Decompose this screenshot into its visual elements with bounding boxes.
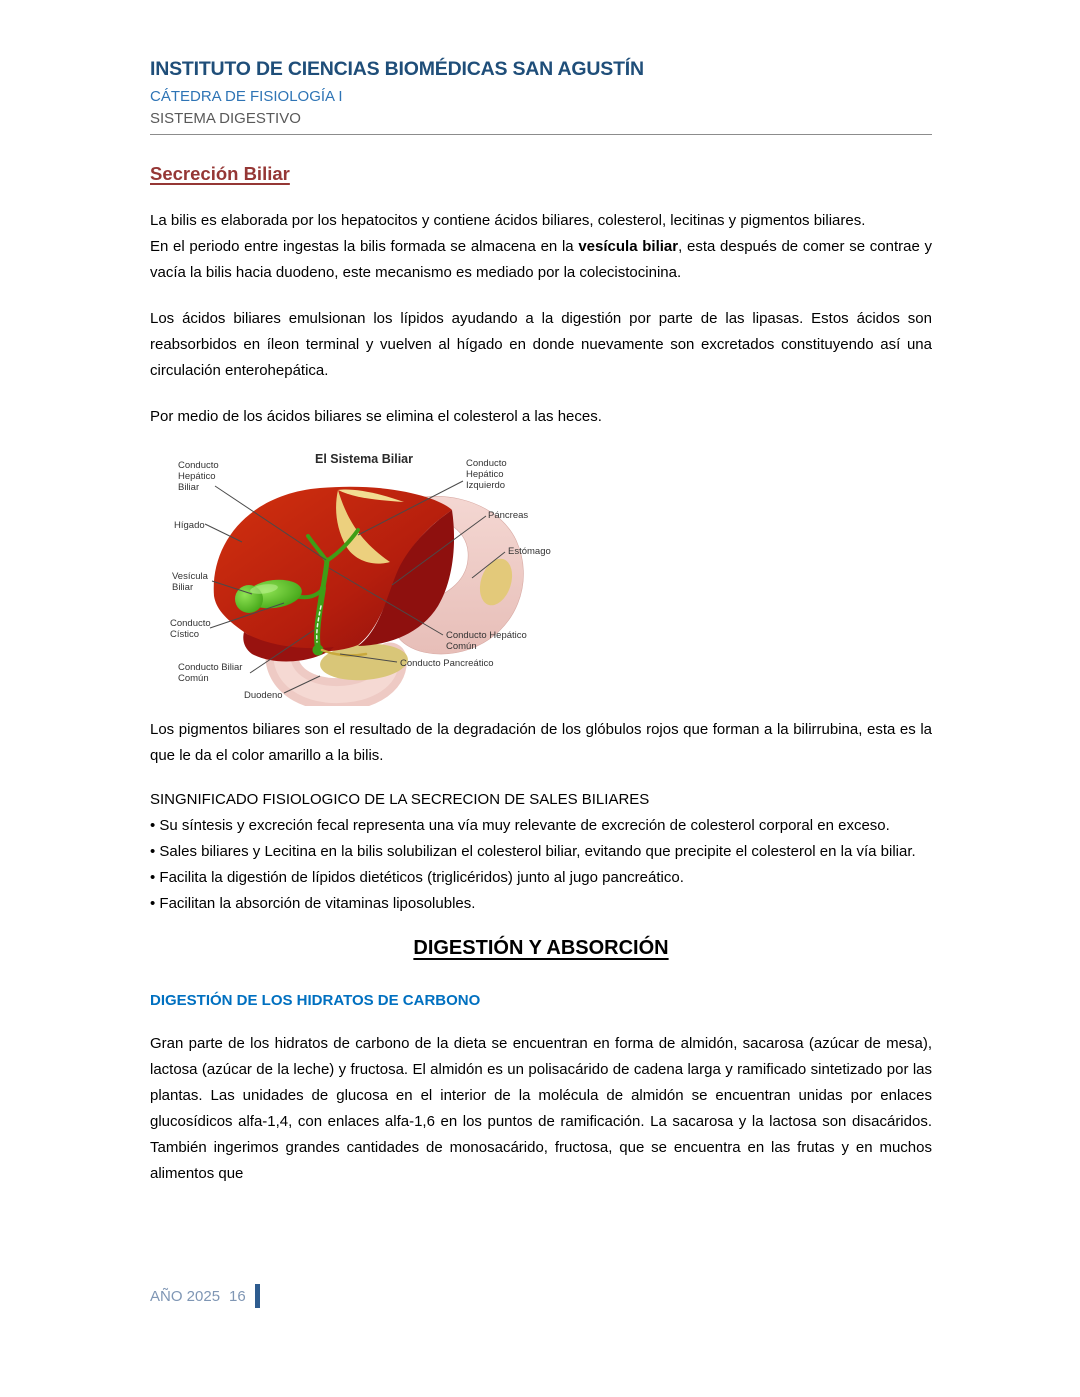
label-conducto-hepatico-izquierdo-l2: Hepático bbox=[466, 469, 504, 480]
biliary-system-illustration bbox=[152, 448, 572, 706]
footer-cursor-bar bbox=[255, 1284, 260, 1308]
p2-text-pre: En el periodo entre ingestas la bilis formada se almacena en la bbox=[150, 238, 579, 255]
paragraph-colesterol-heces: Por medio de los ácidos biliares se elimina el colesterol a las heces. bbox=[150, 408, 602, 425]
label-estomago: Estómago bbox=[508, 546, 551, 557]
topic-subtitle: SISTEMA DIGESTIVO bbox=[150, 110, 301, 127]
label-conducto-hepatico-biliar-l3: Biliar bbox=[178, 482, 200, 493]
label-conducto-biliar-comun-l2: Común bbox=[178, 673, 209, 684]
label-conducto-hepatico-biliar: Conducto bbox=[178, 460, 219, 471]
label-conducto-hepatico-biliar-l2: Hepático bbox=[178, 471, 216, 482]
heading-digestion-absorcion: DIGESTIÓN Y ABSORCIÓN bbox=[413, 937, 669, 959]
label-duodeno: Duodeno bbox=[244, 690, 283, 701]
course-subtitle: CÁTEDRA DE FISIOLOGÍA I bbox=[150, 88, 343, 105]
paragraph-acidos-biliares: Los ácidos biliares emulsionan los lípidos ayudando a la digestión por parte de las lipasas. Estos ácidos son reabsorbidos en íleon terminal y vuelven al hígado en donde nuevamente son excretados constituyendo así una circulación enterohepática. bbox=[150, 310, 932, 379]
institute-title: INSTITUTO DE CIENCIAS BIOMÉDICAS SAN AGUSTÍN bbox=[150, 58, 644, 80]
label-conducto-biliar-comun: Conducto Biliar bbox=[178, 662, 243, 673]
page-header bbox=[150, 0, 932, 135]
subheading-hidratos-carbono: DIGESTIÓN DE LOS HIDRATOS DE CARBONO bbox=[150, 992, 481, 1009]
label-conducto-hepatico-izquierdo: Conducto bbox=[466, 458, 507, 469]
paragraph-bilis-elaborada: La bilis es elaborada por los hepatocitos y contiene ácidos biliares, colesterol, lecitinas y pigmentos biliares. bbox=[150, 212, 866, 229]
label-conducto-hepatico-comun: Conducto Hepático bbox=[446, 630, 527, 641]
label-conducto-pancreatico: Conducto Pancreático bbox=[400, 658, 494, 669]
p2-bold-vesicula-biliar: vesícula biliar bbox=[578, 238, 679, 255]
section-title-secrecion-biliar: Secreción Biliar bbox=[150, 163, 290, 184]
bullet-sales-lecitina: • Sales biliares y Lecitina en la bilis solubilizan el colesterol biliar, evitando que precipite el colesterol en la vía biliar. bbox=[150, 839, 932, 865]
diagram-title: El Sistema Biliar bbox=[315, 452, 413, 466]
label-vesicula-biliar-l2: Biliar bbox=[172, 582, 194, 593]
label-pancreas: Páncreas bbox=[488, 510, 529, 521]
label-vesicula-biliar: Vesícula bbox=[172, 571, 208, 582]
p2-text-post: , esta después de comer se contrae y vacía la bilis hacia duodeno, este mecanismo es mediado por la colecistocinina. bbox=[150, 238, 932, 281]
label-conducto-cistico: Conducto bbox=[170, 618, 211, 629]
document-page bbox=[150, 0, 932, 1187]
label-higado: Hígado bbox=[174, 520, 205, 531]
paragraph-periodo-ingestas bbox=[150, 234, 932, 286]
label-conducto-hepatico-comun-l2: Común bbox=[446, 641, 477, 652]
paragraph-pigmentos-biliares: Los pigmentos biliares son el resultado de la degradación de los glóbulos rojos que forman a la bilirrubina, esta es la que le da el color amarillo a la bilis. bbox=[150, 721, 932, 764]
bullet-sintesis-excrecion: • Su síntesis y excreción fecal representa una vía muy relevante de excreción de colesterol corporal en exceso. bbox=[150, 813, 932, 839]
header-divider bbox=[150, 134, 932, 135]
page-footer bbox=[150, 1284, 260, 1308]
label-conducto-cistico-l2: Cístico bbox=[170, 629, 200, 640]
bullet-vitaminas-liposolubles: • Facilitan la absorción de vitaminas liposolubles. bbox=[150, 891, 932, 917]
footer-page-number: 16 bbox=[229, 1287, 246, 1305]
label-conducto-hepatico-izquierdo-l3: Izquierdo bbox=[466, 480, 506, 491]
significado-heading: SINGNIFICADO FISIOLOGICO DE LA SECRECION DE SALES BILIARES bbox=[150, 791, 650, 808]
footer-year: AÑO 2025 bbox=[150, 1287, 221, 1305]
paragraph-hidratos-carbono: Gran parte de los hidratos de carbono de la dieta se encuentran en forma de almidón, sacarosa (azúcar de mesa), lactosa (azúcar de la leche) y fructosa. El almidón es un polisacárido de cadena larga y ramificado sintetizado por las plantas. Las unidades de glucosa en el interior de la molécula de almidón se encuentran unidas por enlaces glucosídicos alfa-1,4, con enlaces alfa-1,6 en los puntos de ramificación. La sacarosa y la lactosa son disacáridos. También ingerimos grandes cantidades de monosacárido, fructosa, que se encuentra en las frutas y en muchos alimentos que bbox=[150, 1035, 932, 1182]
bullet-digestion-lipidos: • Facilita la digestión de lípidos dietéticos (triglicéridos) junto al jugo pancreático. bbox=[150, 865, 932, 891]
biliary-system-diagram bbox=[152, 448, 572, 711]
